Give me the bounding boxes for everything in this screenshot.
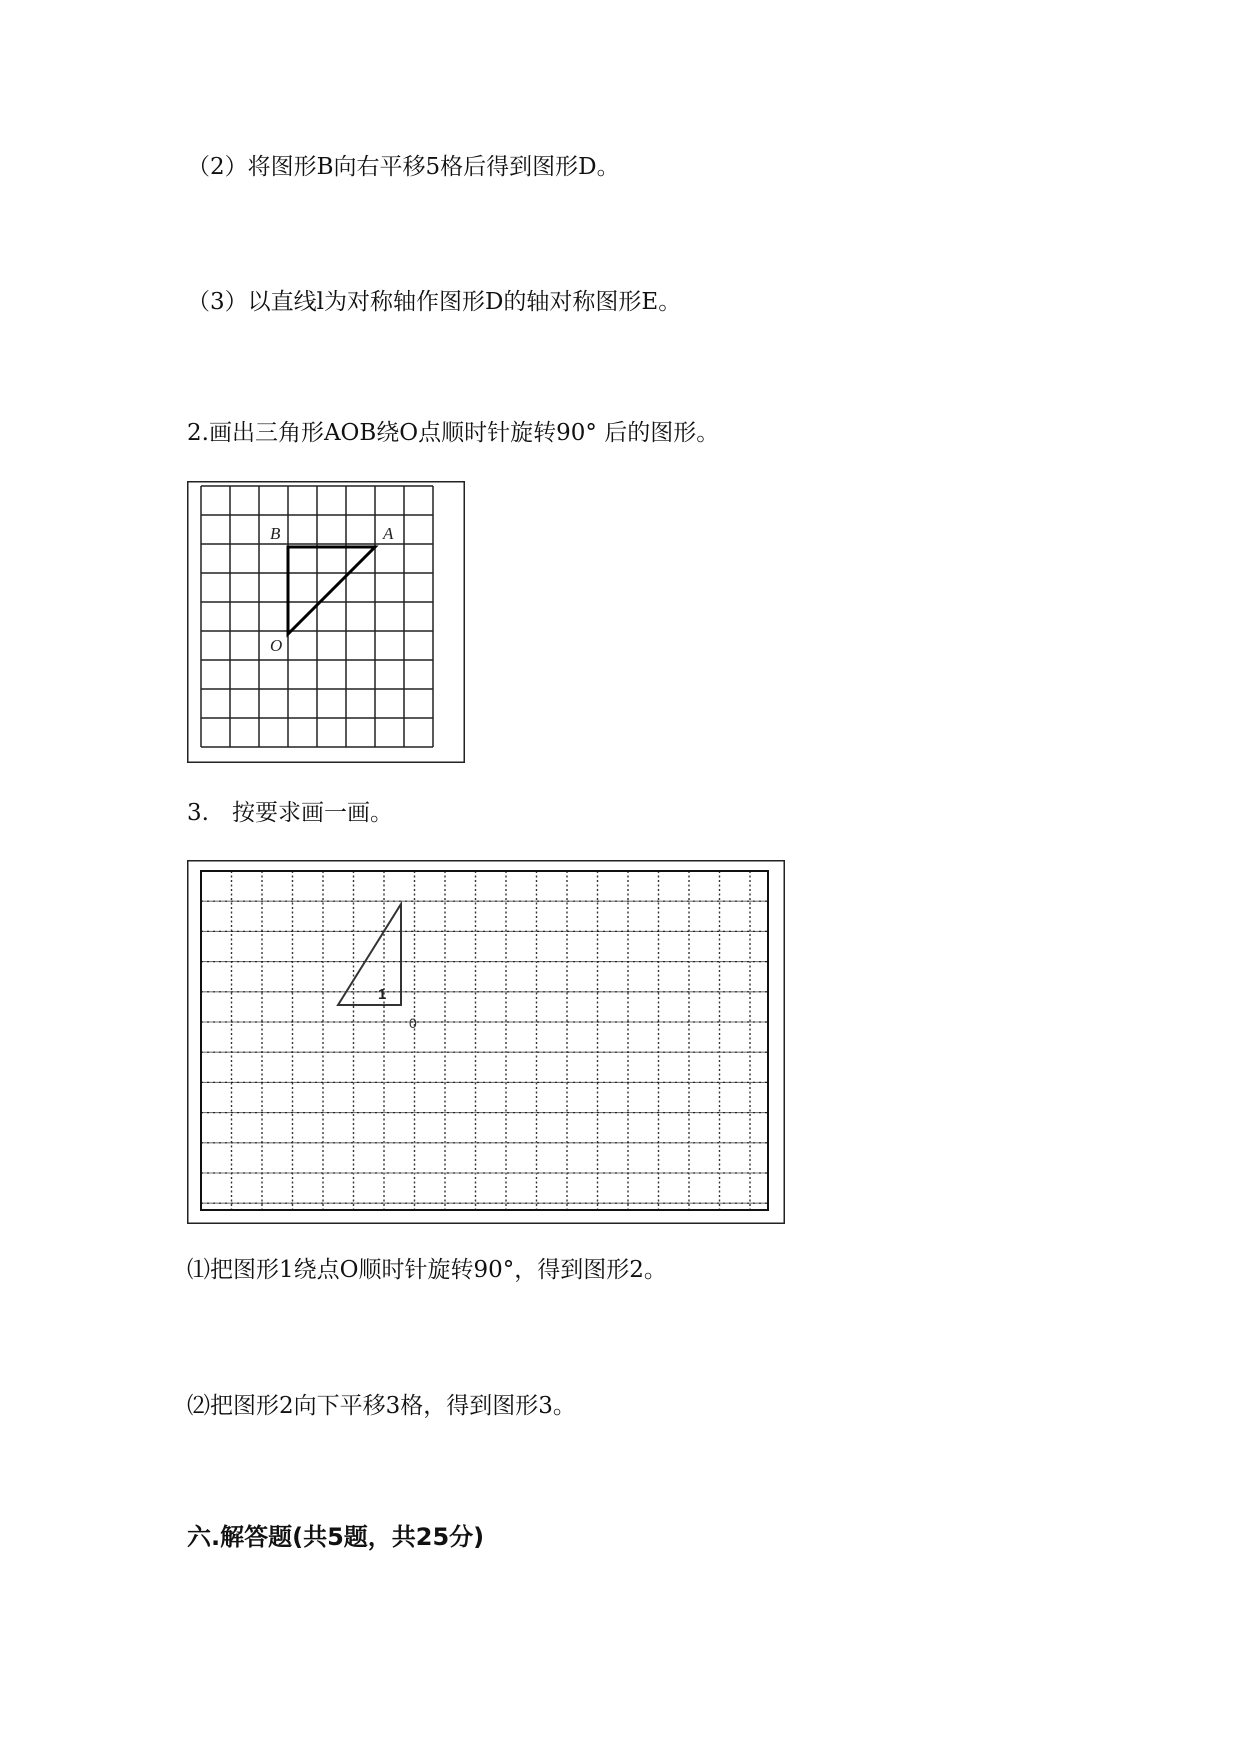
outer-frame <box>188 861 785 1224</box>
rotation-grid-svg <box>187 481 465 763</box>
question-1-part-2: （2）将图形B向右平移5格后得到图形D。 <box>187 154 620 180</box>
question-3-text: 3. 按要求画一画。 <box>187 800 393 826</box>
question-1-part-3: （3）以直线l为对称轴作图形D的轴对称图形E。 <box>187 289 682 315</box>
section-6-heading: 六.解答题(共5题，共25分) <box>187 1523 485 1551</box>
rotation-grid-figure <box>187 481 465 763</box>
transform-grid-figure <box>187 860 785 1224</box>
outer-frame <box>188 482 465 763</box>
triangle-aob <box>288 547 375 634</box>
shape-1-label: 1 <box>378 986 387 1003</box>
transform-grid-svg <box>187 860 785 1224</box>
triangle-shape-1 <box>338 904 401 1005</box>
label-b: B <box>270 524 281 543</box>
point-o-label: 0 <box>409 1015 417 1031</box>
grid-lines <box>201 486 433 747</box>
question-2-text: 2.画出三角形AOB绕O点顺时针旋转90° 后的图形。 <box>187 420 720 446</box>
dotted-grid-lines <box>201 871 768 1210</box>
question-3-part-1: ⑴把图形1绕点O顺时针旋转90°，得到图形2。 <box>187 1257 667 1283</box>
question-3-part-2: ⑵把图形2向下平移3格，得到图形3。 <box>187 1393 576 1419</box>
label-a: A <box>383 524 394 543</box>
grid-border <box>201 871 768 1210</box>
label-o: O <box>270 636 283 655</box>
